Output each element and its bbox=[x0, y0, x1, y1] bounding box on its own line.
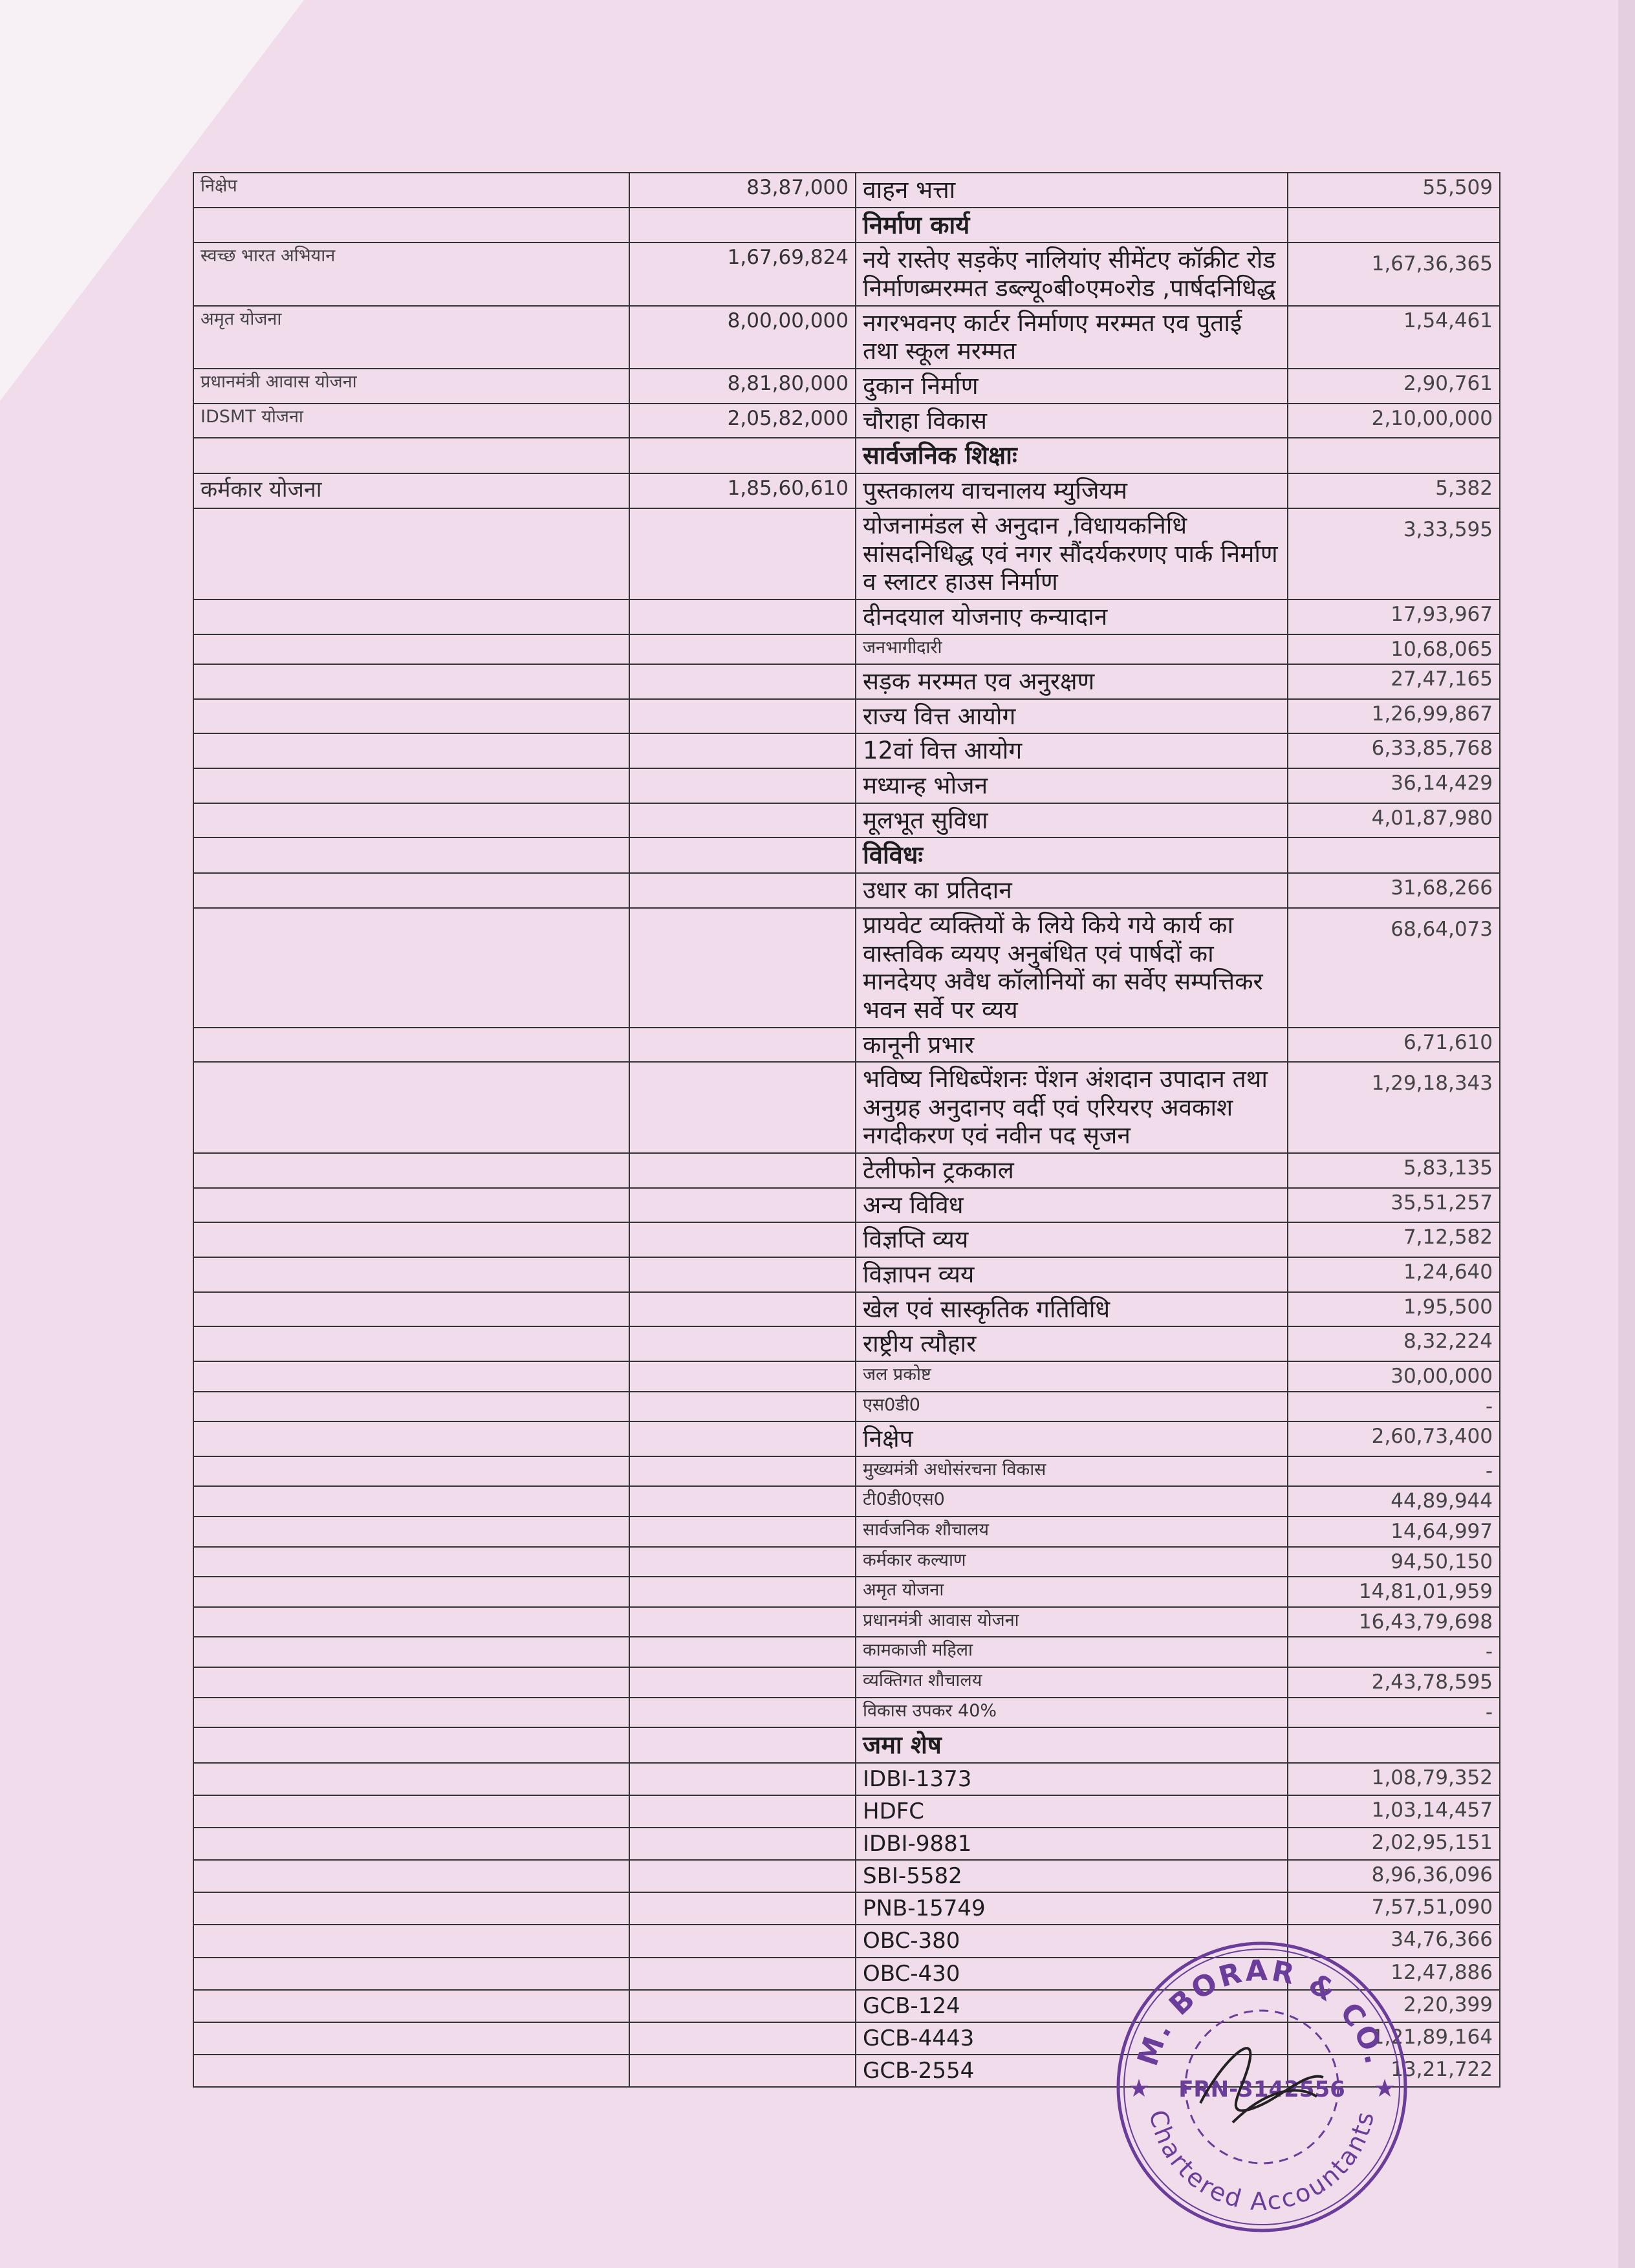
expense-amount-cell: - bbox=[1288, 1456, 1500, 1487]
source-label-cell bbox=[193, 1392, 629, 1422]
source-amount-cell bbox=[629, 1361, 856, 1392]
source-amount-cell bbox=[629, 1727, 856, 1763]
source-amount-cell bbox=[629, 733, 856, 768]
expense-description-cell: सार्वजनिक शौचालय bbox=[856, 1517, 1288, 1547]
expense-amount-cell: 1,29,18,343 bbox=[1288, 1062, 1500, 1153]
source-label-cell bbox=[193, 1421, 629, 1456]
expense-description-cell: कानूनी प्रभार bbox=[856, 1028, 1288, 1063]
table-row bbox=[193, 1062, 1500, 1153]
section-heading-cell: सार्वजनिक शिक्षाः bbox=[856, 438, 1288, 473]
table-row bbox=[193, 306, 1500, 369]
source-amount-cell: 83,87,000 bbox=[629, 173, 856, 208]
expense-amount-cell: 30,00,000 bbox=[1288, 1361, 1500, 1392]
expense-description-cell: टेलीफोन ट्रककाल bbox=[856, 1153, 1288, 1188]
table-row bbox=[193, 1607, 1500, 1637]
expense-amount-cell: 94,50,150 bbox=[1288, 1547, 1500, 1577]
source-label-cell bbox=[193, 438, 629, 473]
source-amount-cell bbox=[629, 1547, 856, 1577]
table-row bbox=[193, 1763, 1500, 1795]
source-label-cell: कर्मकार योजना bbox=[193, 473, 629, 508]
table-row bbox=[193, 1486, 1500, 1517]
expense-amount-cell: - bbox=[1288, 1698, 1500, 1728]
table-row bbox=[193, 208, 1500, 243]
table-row bbox=[193, 768, 1500, 803]
stamp-frn: FRN-3142556 bbox=[1178, 2077, 1345, 2102]
page-edge-shadow bbox=[1618, 0, 1635, 2268]
table-row bbox=[193, 1517, 1500, 1547]
source-amount-cell bbox=[629, 1421, 856, 1456]
expense-amount-cell: 2,43,78,595 bbox=[1288, 1667, 1500, 1698]
source-label-cell bbox=[193, 2022, 629, 2055]
expense-description-cell: दीनदयाल योजनाए कन्यादान bbox=[856, 599, 1288, 634]
source-label-cell bbox=[193, 1637, 629, 1667]
expense-description-cell: चौराहा विकास bbox=[856, 404, 1288, 438]
expense-amount-cell bbox=[1288, 208, 1500, 243]
expense-amount-cell: 17,93,967 bbox=[1288, 599, 1500, 634]
source-amount-cell bbox=[629, 438, 856, 473]
stamp-star-right: ★ bbox=[1374, 2074, 1396, 2102]
table-row bbox=[193, 473, 1500, 508]
source-amount-cell bbox=[629, 1292, 856, 1327]
expense-description-cell: जनभागीदारी bbox=[856, 634, 1288, 665]
source-amount-cell bbox=[629, 1486, 856, 1517]
expense-description-cell: राज्य वित्त आयोग bbox=[856, 699, 1288, 734]
ledger-body bbox=[193, 173, 1500, 2087]
expense-amount-cell: 55,509 bbox=[1288, 173, 1500, 208]
source-label-cell bbox=[193, 1486, 629, 1517]
expense-description-cell: प्रधानमंत्री आवास योजना bbox=[856, 1607, 1288, 1637]
source-amount-cell: 2,05,82,000 bbox=[629, 404, 856, 438]
table-row bbox=[193, 404, 1500, 438]
expense-description-cell: GCB-124 bbox=[856, 1990, 1288, 2022]
source-label-cell bbox=[193, 1577, 629, 1607]
expense-amount-cell: 8,96,36,096 bbox=[1288, 1860, 1500, 1892]
source-label-cell bbox=[193, 908, 629, 1028]
source-amount-cell: 8,81,80,000 bbox=[629, 369, 856, 404]
table-row bbox=[193, 1860, 1500, 1892]
expense-amount-cell: 31,68,266 bbox=[1288, 873, 1500, 908]
expense-description-cell: विज्ञापन व्यय bbox=[856, 1257, 1288, 1292]
table-row bbox=[193, 369, 1500, 404]
expense-description-cell: योजनामंडल से अनुदान ,विधायकनिधि सांसदनिधिद्ध एवं नगर सौंदर्यकरणए पार्क निर्माण व स्लाटर हाउस निर्माण bbox=[856, 508, 1288, 599]
expense-amount-cell: 1,08,79,352 bbox=[1288, 1763, 1500, 1795]
expense-amount-cell: 34,76,366 bbox=[1288, 1925, 1500, 1957]
source-label-cell bbox=[193, 1361, 629, 1392]
source-amount-cell bbox=[629, 837, 856, 873]
section-heading-cell: निर्माण कार्य bbox=[856, 208, 1288, 243]
table-row bbox=[193, 873, 1500, 908]
source-label-cell bbox=[193, 664, 629, 699]
source-label-cell bbox=[193, 699, 629, 734]
table-row bbox=[193, 1392, 1500, 1422]
ledger-table bbox=[193, 172, 1500, 2088]
source-label-cell bbox=[193, 1292, 629, 1327]
expense-amount-cell: 1,03,14,457 bbox=[1288, 1795, 1500, 1828]
source-label-cell bbox=[193, 1456, 629, 1487]
source-label-cell bbox=[193, 1990, 629, 2022]
expense-description-cell: टी0डी0एस0 bbox=[856, 1486, 1288, 1517]
table-row bbox=[193, 1727, 1500, 1763]
source-label-cell: निक्षेप bbox=[193, 173, 629, 208]
source-label-cell: अमृत योजना bbox=[193, 306, 629, 369]
expense-description-cell: मध्यान्ह भोजन bbox=[856, 768, 1288, 803]
expense-amount-cell: 12,47,886 bbox=[1288, 1958, 1500, 1990]
source-label-cell bbox=[193, 1795, 629, 1828]
expense-amount-cell: - bbox=[1288, 1637, 1500, 1667]
source-amount-cell bbox=[629, 1795, 856, 1828]
expense-amount-cell: 1,24,640 bbox=[1288, 1257, 1500, 1292]
source-label-cell bbox=[193, 599, 629, 634]
source-label-cell bbox=[193, 508, 629, 599]
expense-description-cell: निक्षेप bbox=[856, 1421, 1288, 1456]
expense-description-cell: एस0डी0 bbox=[856, 1392, 1288, 1422]
source-amount-cell bbox=[629, 1577, 856, 1607]
expense-amount-cell bbox=[1288, 1727, 1500, 1763]
table-row bbox=[193, 699, 1500, 734]
source-amount-cell bbox=[629, 803, 856, 838]
source-label-cell bbox=[193, 1925, 629, 1957]
expense-description-cell: 12वां वित्त आयोग bbox=[856, 733, 1288, 768]
expense-amount-cell: 2,60,73,400 bbox=[1288, 1421, 1500, 1456]
table-row bbox=[193, 1153, 1500, 1188]
expense-description-cell: विज्ञप्ति व्यय bbox=[856, 1222, 1288, 1257]
source-label-cell bbox=[193, 1698, 629, 1728]
expense-amount-cell: 2,10,00,000 bbox=[1288, 404, 1500, 438]
source-amount-cell bbox=[629, 1062, 856, 1153]
expense-description-cell: PNB-15749 bbox=[856, 1892, 1288, 1925]
expense-amount-cell: 16,43,79,698 bbox=[1288, 1607, 1500, 1637]
expense-amount-cell: 35,51,257 bbox=[1288, 1188, 1500, 1223]
source-label-cell bbox=[193, 1326, 629, 1361]
table-row bbox=[193, 1637, 1500, 1667]
table-row bbox=[193, 1456, 1500, 1487]
source-amount-cell bbox=[629, 1517, 856, 1547]
source-amount-cell bbox=[629, 1257, 856, 1292]
source-label-cell bbox=[193, 1763, 629, 1795]
source-amount-cell: 8,00,00,000 bbox=[629, 306, 856, 369]
expense-amount-cell: 1,95,500 bbox=[1288, 1292, 1500, 1327]
expense-description-cell: नगरभवनए कार्टर निर्माणए मरम्मत एव पुताई तथा स्कूल मरम्मत bbox=[856, 306, 1288, 369]
source-amount-cell bbox=[629, 1607, 856, 1637]
expense-description-cell: वाहन भत्ता bbox=[856, 173, 1288, 208]
source-amount-cell bbox=[629, 1698, 856, 1728]
source-amount-cell: 1,85,60,610 bbox=[629, 473, 856, 508]
svg-text:M. BORAR & CO. bbox=[1131, 1954, 1392, 2070]
stamp-star-left: ★ bbox=[1128, 2074, 1151, 2102]
expense-amount-cell: 1,26,99,867 bbox=[1288, 699, 1500, 734]
expense-amount-cell: 14,64,997 bbox=[1288, 1517, 1500, 1547]
table-row bbox=[193, 1547, 1500, 1577]
expense-amount-cell: 5,83,135 bbox=[1288, 1153, 1500, 1188]
table-row bbox=[193, 1795, 1500, 1828]
source-label-cell bbox=[193, 1958, 629, 1990]
expense-description-cell: मूलभूत सुविधा bbox=[856, 803, 1288, 838]
expense-description-cell: खेल एवं सास्कृतिक गतिविधि bbox=[856, 1292, 1288, 1327]
table-row bbox=[193, 508, 1500, 599]
source-amount-cell bbox=[629, 1958, 856, 1990]
auditor-stamp bbox=[1110, 1935, 1414, 2239]
svg-text:Chartered Accountants bbox=[1143, 2108, 1380, 2216]
table-row bbox=[193, 803, 1500, 838]
expense-amount-cell: 7,57,51,090 bbox=[1288, 1892, 1500, 1925]
expense-description-cell: IDBI-1373 bbox=[856, 1763, 1288, 1795]
source-amount-cell bbox=[629, 1028, 856, 1063]
source-label-cell bbox=[193, 1547, 629, 1577]
source-amount-cell bbox=[629, 1925, 856, 1957]
source-label-cell bbox=[193, 1727, 629, 1763]
source-amount-cell bbox=[629, 1637, 856, 1667]
expense-amount-cell: 10,68,065 bbox=[1288, 634, 1500, 665]
source-label-cell: प्रधानमंत्री आवास योजना bbox=[193, 369, 629, 404]
table-row bbox=[193, 664, 1500, 699]
source-amount-cell bbox=[629, 1892, 856, 1925]
table-row bbox=[193, 1577, 1500, 1607]
table-row bbox=[193, 1698, 1500, 1728]
stamp-subtitle: Chartered Accountants bbox=[1143, 2107, 1380, 2216]
expense-amount-cell: 6,33,85,768 bbox=[1288, 733, 1500, 768]
source-label-cell bbox=[193, 1222, 629, 1257]
expense-amount-cell: 3,33,595 bbox=[1288, 508, 1500, 599]
expense-amount-cell: 13,21,722 bbox=[1288, 2055, 1500, 2087]
source-label-cell bbox=[193, 803, 629, 838]
source-label-cell bbox=[193, 768, 629, 803]
source-amount-cell bbox=[629, 768, 856, 803]
table-row bbox=[193, 1828, 1500, 1860]
expense-description-cell: भविष्य निधिब्पेंशनः पेंशन अंशदान उपादान तथा अनुग्रह अनुदानए वर्दी एवं एरियरए अवकाश नगदीकरण एवं नवीन पद सृजन bbox=[856, 1062, 1288, 1153]
source-label-cell bbox=[193, 1892, 629, 1925]
source-amount-cell bbox=[629, 908, 856, 1028]
table-row bbox=[193, 634, 1500, 665]
source-amount-cell bbox=[629, 2055, 856, 2087]
source-label-cell bbox=[193, 1517, 629, 1547]
expense-amount-cell: 2,90,761 bbox=[1288, 369, 1500, 404]
table-row bbox=[193, 1222, 1500, 1257]
expense-amount-cell: 27,47,165 bbox=[1288, 664, 1500, 699]
table-row bbox=[193, 1028, 1500, 1063]
expense-amount-cell: 44,89,944 bbox=[1288, 1486, 1500, 1517]
expense-description-cell: GCB-2554 bbox=[856, 2055, 1288, 2087]
expense-description-cell: OBC-380 bbox=[856, 1925, 1288, 1957]
source-label-cell: IDSMT योजना bbox=[193, 404, 629, 438]
source-label-cell bbox=[193, 873, 629, 908]
expense-description-cell: कर्मकार कल्याण bbox=[856, 1547, 1288, 1577]
source-amount-cell bbox=[629, 1860, 856, 1892]
expense-amount-cell: 2,02,95,151 bbox=[1288, 1828, 1500, 1860]
expense-description-cell: अमृत योजना bbox=[856, 1577, 1288, 1607]
expense-amount-cell: 5,382 bbox=[1288, 473, 1500, 508]
expense-description-cell: GCB-4443 bbox=[856, 2022, 1288, 2055]
expense-amount-cell: 1,21,89,164 bbox=[1288, 2022, 1500, 2055]
source-label-cell bbox=[193, 1028, 629, 1063]
source-amount-cell bbox=[629, 699, 856, 734]
source-amount-cell bbox=[629, 1667, 856, 1698]
table-row bbox=[193, 599, 1500, 634]
table-row bbox=[193, 1361, 1500, 1392]
table-row bbox=[193, 1257, 1500, 1292]
expense-amount-cell: 68,64,073 bbox=[1288, 908, 1500, 1028]
table-row bbox=[193, 173, 1500, 208]
table-row bbox=[193, 1892, 1500, 1925]
expense-description-cell: HDFC bbox=[856, 1795, 1288, 1828]
source-amount-cell bbox=[629, 1188, 856, 1223]
source-amount-cell bbox=[629, 1828, 856, 1860]
expense-description-cell: जल प्रकोष्ट bbox=[856, 1361, 1288, 1392]
expense-description-cell: उधार का प्रतिदान bbox=[856, 873, 1288, 908]
source-label-cell bbox=[193, 634, 629, 665]
source-label-cell bbox=[193, 1828, 629, 1860]
source-amount-cell bbox=[629, 1456, 856, 1487]
table-row bbox=[193, 733, 1500, 768]
source-amount-cell bbox=[629, 1326, 856, 1361]
source-label-cell bbox=[193, 1153, 629, 1188]
expense-description-cell: मुख्यमंत्री अधोसंरचना विकास bbox=[856, 1456, 1288, 1487]
source-amount-cell: 1,67,69,824 bbox=[629, 243, 856, 305]
expense-description-cell: OBC-430 bbox=[856, 1958, 1288, 1990]
expense-description-cell: नये रास्तेए सड़केंए नालियांए सीमेंटए कॉक्रीट रोड निर्माणब्मरम्मत डब्ल्यू०बी०एम०रोड ,पार्षदनिधिद्ध bbox=[856, 243, 1288, 305]
expense-amount-cell: 8,32,224 bbox=[1288, 1326, 1500, 1361]
expense-description-cell: SBI-5582 bbox=[856, 1860, 1288, 1892]
table-row bbox=[193, 908, 1500, 1028]
source-label-cell bbox=[193, 2055, 629, 2087]
source-amount-cell bbox=[629, 873, 856, 908]
expense-description-cell: IDBI-9881 bbox=[856, 1828, 1288, 1860]
expense-amount-cell: 2,20,399 bbox=[1288, 1990, 1500, 2022]
source-label-cell bbox=[193, 1860, 629, 1892]
table-row bbox=[193, 1188, 1500, 1223]
table-row bbox=[193, 438, 1500, 473]
table-row bbox=[193, 1326, 1500, 1361]
table-row bbox=[193, 837, 1500, 873]
source-label-cell bbox=[193, 1257, 629, 1292]
source-amount-cell bbox=[629, 664, 856, 699]
source-label-cell bbox=[193, 1188, 629, 1223]
source-amount-cell bbox=[629, 508, 856, 599]
expense-amount-cell: - bbox=[1288, 1392, 1500, 1422]
expense-description-cell: व्यक्तिगत शौचालय bbox=[856, 1667, 1288, 1698]
source-amount-cell bbox=[629, 1990, 856, 2022]
source-label-cell: स्वच्छ भारत अभियान bbox=[193, 243, 629, 305]
expense-amount-cell: 36,14,429 bbox=[1288, 768, 1500, 803]
expense-amount-cell: 1,54,461 bbox=[1288, 306, 1500, 369]
source-amount-cell bbox=[629, 1222, 856, 1257]
table-row bbox=[193, 1667, 1500, 1698]
source-amount-cell bbox=[629, 208, 856, 243]
source-amount-cell bbox=[629, 2022, 856, 2055]
source-amount-cell bbox=[629, 634, 856, 665]
source-amount-cell bbox=[629, 1392, 856, 1422]
expense-description-cell: कामकाजी महिला bbox=[856, 1637, 1288, 1667]
source-label-cell bbox=[193, 1607, 629, 1637]
source-label-cell bbox=[193, 733, 629, 768]
source-amount-cell bbox=[629, 599, 856, 634]
source-label-cell bbox=[193, 837, 629, 873]
section-heading-cell: विविधः bbox=[856, 837, 1288, 873]
source-label-cell bbox=[193, 208, 629, 243]
expense-amount-cell: 4,01,87,980 bbox=[1288, 803, 1500, 838]
source-label-cell bbox=[193, 1062, 629, 1153]
source-amount-cell bbox=[629, 1763, 856, 1795]
table-row bbox=[193, 1421, 1500, 1456]
expense-amount-cell bbox=[1288, 837, 1500, 873]
expense-amount-cell: 14,81,01,959 bbox=[1288, 1577, 1500, 1607]
expense-description-cell: पुस्तकालय वाचनालय म्युजियम bbox=[856, 473, 1288, 508]
table-row bbox=[193, 1292, 1500, 1327]
expense-description-cell: प्रायवेट व्यक्तियों के लिये किये गये कार्य का वास्तविक व्ययए अनुबंधित एवं पार्षदों का मानदेयए अवैध कॉलोनियों का सर्वेए सम्पत्तिकर भवन सर्वे पर व्यय bbox=[856, 908, 1288, 1028]
source-label-cell bbox=[193, 1667, 629, 1698]
expense-description-cell: सड़क मरम्मत एव अनुरक्षण bbox=[856, 664, 1288, 699]
expense-amount-cell bbox=[1288, 438, 1500, 473]
stamp-firm-name: M. BORAR & CO. bbox=[1131, 1954, 1392, 2070]
expense-amount-cell: 7,12,582 bbox=[1288, 1222, 1500, 1257]
expense-description-cell: दुकान निर्माण bbox=[856, 369, 1288, 404]
table-row bbox=[193, 243, 1500, 305]
expense-amount-cell: 1,67,36,365 bbox=[1288, 243, 1500, 305]
expense-amount-cell: 6,71,610 bbox=[1288, 1028, 1500, 1063]
expense-description-cell: राष्ट्रीय त्यौहार bbox=[856, 1326, 1288, 1361]
source-amount-cell bbox=[629, 1153, 856, 1188]
expense-description-cell: विकास उपकर 40% bbox=[856, 1698, 1288, 1728]
expense-description-cell: अन्य विविध bbox=[856, 1188, 1288, 1223]
section-heading-cell: जमा शेष bbox=[856, 1727, 1288, 1763]
